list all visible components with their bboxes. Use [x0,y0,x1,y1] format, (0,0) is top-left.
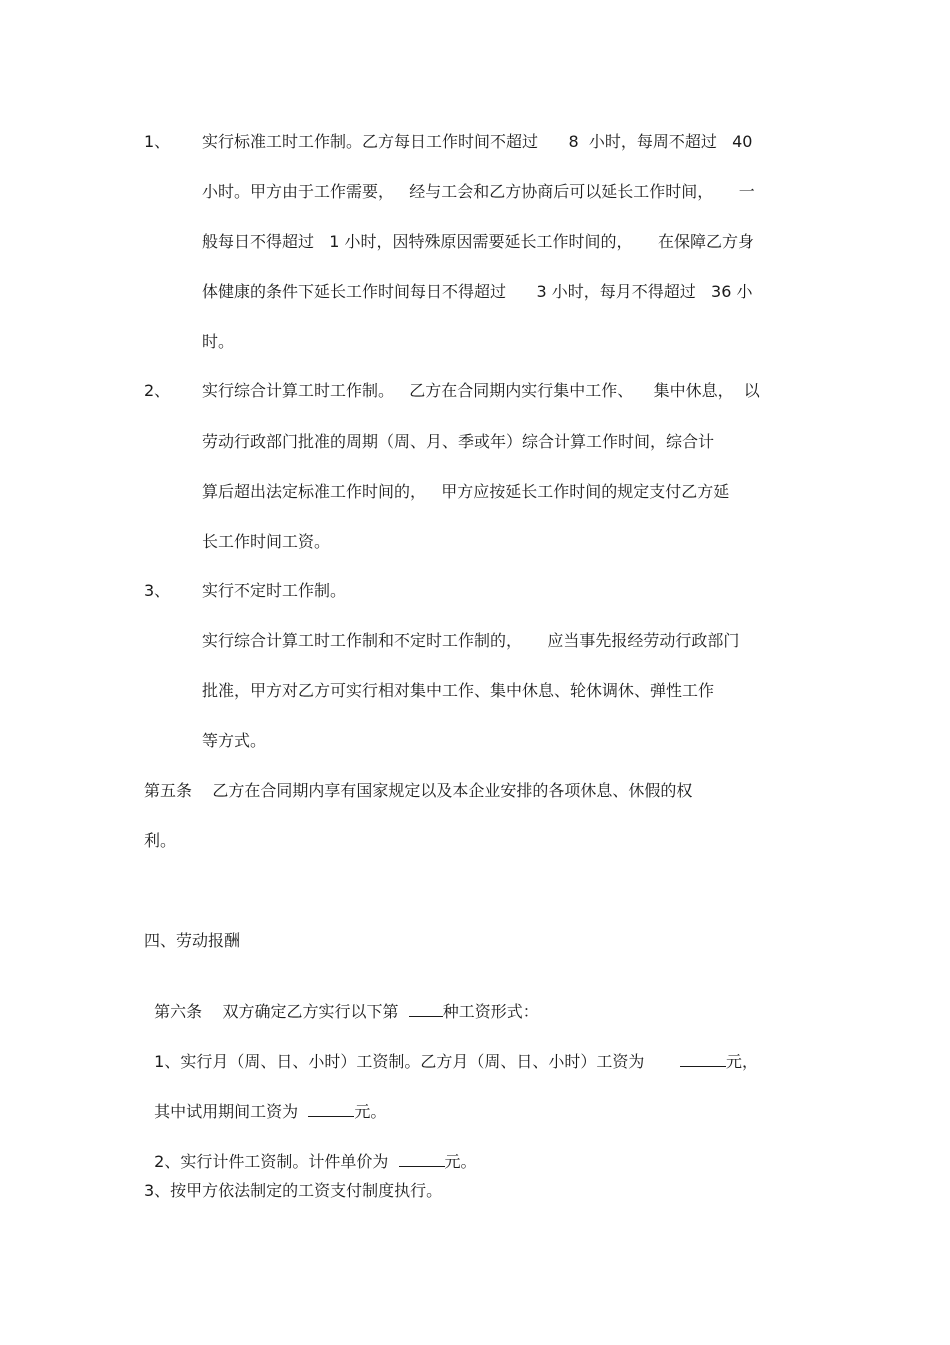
wage-form-blank [409,1001,443,1017]
clause-1-line-2: 小时。甲方由于工作需要， 经与工会和乙方协商后可以延长工作时间， 一 [202,182,755,201]
monthly-wage-blank [680,1051,726,1067]
probation-wage-blank [308,1101,354,1117]
wage-item-1-prefix: 1、实行月（周、日、小时）工资制。乙方月（周、日、小时）工资为 [154,1052,680,1071]
clause-1-number: 1、 [144,132,171,151]
wage-item-1 [144,1031,758,1071]
clause-3-number: 3、 [144,581,171,600]
article-6-suffix: 种工资形式： [442,1002,539,1021]
wage-item-1b [144,1081,387,1121]
wage-item-2-suffix: 元。 [444,1152,477,1171]
clause-1-line-4: 体健康的条件下延长工作时间每日不得超过 3 小时，每月不得超过 36 小 [202,282,753,301]
clause-1-line-3: 般每日不得超过 1 小时，因特殊原因需要延长工作时间的， 在保障乙方身 [202,232,754,251]
clause-2-line-4: 长工作时间工资。 [202,532,331,551]
clause-3-line-1: 实行不定时工作制。 [202,581,347,600]
article-5-line-2: 利。 [144,831,177,850]
article-6 [144,981,539,1021]
clause-2-line-3: 算后超出法定标准工作时间的， 甲方应按延长工作时间的规定支付乙方延 [202,482,730,501]
clause-2-line-1: 实行综合计算工时工作制。 乙方在合同期内实行集中工作、 集中休息， 以 [202,381,760,400]
section-4-heading: 四、劳动报酬 [144,931,241,950]
piece-rate-blank [399,1151,445,1167]
wage-item-1b-suffix: 元。 [354,1102,387,1121]
article-5-line-1: 第五条 乙方在合同期内享有国家规定以及本企业安排的各项休息、休假的权 [144,781,693,800]
clause-3-line-2: 实行综合计算工时工作制和不定时工作制的， 应当事先报经劳动行政部门 [202,631,740,650]
clause-1-line-1: 实行标准工时工作制。乙方每日工作时间不超过 8 小时，每周不超过 40 [202,132,753,151]
wage-item-3: 3、按甲方依法制定的工资支付制度执行。 [144,1181,443,1200]
clause-1-line-5: 时。 [202,332,235,351]
article-6-prefix: 第六条 双方确定乙方实行以下第 [154,1002,409,1021]
clause-2-number: 2、 [144,381,171,400]
clause-3-line-3: 批准，甲方对乙方可实行相对集中工作、集中休息、轮休调休、弹性工作 [202,681,715,700]
wage-item-1b-prefix: 其中试用期间工资为 [154,1102,309,1121]
wage-item-2-prefix: 2、实行计件工资制。计件单价为 [154,1152,399,1171]
wage-item-1-suffix: 元， [725,1052,758,1071]
wage-item-2 [144,1131,477,1171]
clause-3-line-4: 等方式。 [202,731,267,750]
clause-2-line-2: 劳动行政部门批准的周期（周、月、季或年）综合计算工作时间，综合计 [202,432,715,451]
